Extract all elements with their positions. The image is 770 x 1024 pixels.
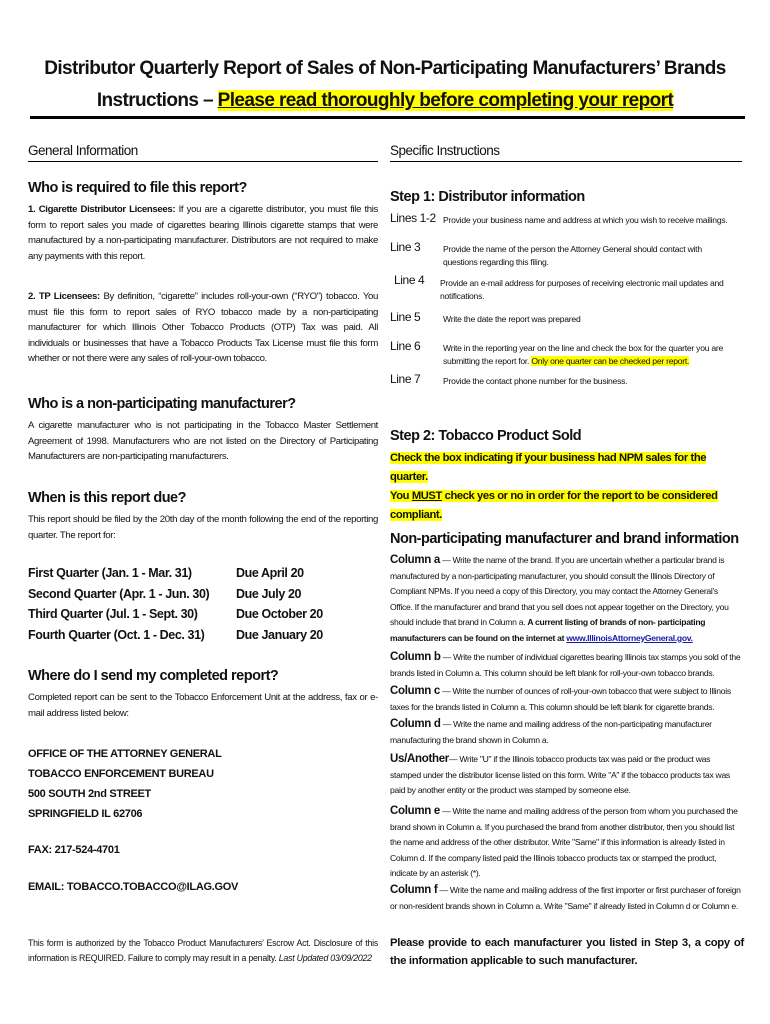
who-file-p2: [28, 289, 378, 367]
who-npm-text: A cigarette manufacturer who is not participating in the Tobacco Master Settlement Agreement of 1998. Manufacturers who are not listed on the Directory of Participating Manufacturers are non-participating manufacturers.: [28, 420, 378, 462]
us-another-text: — Write "U" if the Illinois tobacco products tax was paid or the product was stamped under the distributor license listed on this form. Write "A" if the tobacco products tax was paid by another entity or the product was stamped by someone else.: [390, 754, 730, 795]
document-subtitle: [0, 90, 770, 112]
column-d-label: Column d: [390, 718, 441, 730]
line-7-no: Line 7: [390, 372, 421, 386]
column-e-text: — Write the name and mailing address of the person from whom you purchased the brand shown in Column a. If you purchased the brand from another distributor, then you should list the name and address of the other distributor. Write "Same" if this information is already listed in Column d. If the company listed paid the Illinois tobacco products tax or stamped the product, indicate by an asterisk (*).: [390, 806, 738, 878]
quarter-3-due: Due October 20: [236, 607, 323, 621]
line-3-no: Line 3: [390, 240, 421, 254]
column-c-text: — Write the number of ounces of roll-your-own tobacco that were subject to Illinois taxes for the brands listed in Column a. This column should be left blank for cigarette brands.: [390, 686, 731, 712]
general-info-title: General Information: [28, 143, 138, 158]
who-npm-heading: Who is a non-participating manufacturer?: [28, 396, 296, 412]
column-a-instructions: [390, 553, 742, 646]
column-a-label: Column a: [390, 554, 440, 566]
quarter-2-due: Due July 20: [236, 587, 302, 601]
quarter-1-due: Due April 20: [236, 566, 304, 580]
when-due-text: This report should be filed by the 20th day of the month following the end of the reporting quarter. The report for:: [28, 514, 378, 541]
step2-line-1: Check the box indicating if your business had NPM sales for the quarter.: [390, 452, 707, 483]
line-3-text: Provide the name of the person the Attorney General should contact with questions regarding this filing.: [443, 244, 702, 267]
specific-instructions-rule: [390, 161, 742, 162]
line-7-text: Provide the contact phone number for the business.: [443, 376, 628, 386]
email-address: EMAIL: TOBACCO.TOBACCO@ILAG.GOV: [28, 881, 239, 893]
step2-line-2a: You: [390, 490, 412, 502]
line-5-no: Line 5: [390, 310, 421, 324]
p2-text: By definition, “cigarette” includes roll-your-own (“RYO”) tobacco. You must file this form to report sales of RYO tobacco made by a non-participating manufacturer for which Illinois Other Tobacco Products (OTP) Tax was paid. All individuals or businesses that have a Tobacco Products Tax License must file this form whether or not there were any sales of roll-your-own tobacco.: [28, 291, 378, 364]
column-f-label: Column f: [390, 884, 438, 896]
column-b-instructions: [390, 650, 742, 681]
address-line-1: OFFICE OF THE ATTORNEY GENERAL: [28, 748, 222, 760]
quarter-1-label: First Quarter (Jan. 1 - Mar. 31): [28, 566, 192, 580]
column-b-text: — Write the number of individual cigarettes bearing Illinois tax stamps you sold of the brands listed in Column a. This column should be left blank for roll-your-own tobacco brands.: [390, 652, 741, 678]
line-6-text: [443, 342, 738, 368]
column-e-instructions: [390, 804, 742, 882]
general-info-rule: [28, 161, 378, 162]
line-6-highlight: Only one quarter can be checked per report.: [531, 356, 690, 366]
where-send-heading: Where do I send my completed report?: [28, 668, 279, 684]
address-line-3: 500 SOUTH 2nd STREET: [28, 788, 151, 800]
who-file-p1: [28, 202, 378, 264]
quarter-4-due: Due January 20: [236, 628, 323, 642]
address-line-4: SPRINGFIELD IL 62706: [28, 808, 143, 820]
who-file-heading: Who is required to file this report?: [28, 180, 247, 196]
step2-line-2b: check yes or no in order for the report to be considered: [441, 490, 718, 502]
column-b-label: Column b: [390, 651, 441, 663]
line-1-2-no: Lines 1-2: [390, 211, 436, 225]
column-a-text: — Write the name of the brand. If you are uncertain whether a particular brand is manufactured by a non-participating manufacturer, you should consult the Illinois Directory of Compliant NPMs. If you need a copy of this Directory, you may contact the Attorney General’s Office. If the manufacturer and brand that you sell does not appear together on the Directory, you should include that brand in Column a.: [390, 555, 729, 627]
p1-label: 1. Cigarette Distributor Licensees:: [28, 204, 176, 215]
step2-must: MUST: [411, 490, 442, 502]
mailing-address: [28, 744, 222, 824]
column-a-bold: A current listing of brands of non- participating manufacturers can be found on the internet at: [390, 617, 706, 643]
step2-instruction: [390, 449, 742, 525]
when-due-heading: When is this report due?: [28, 490, 186, 506]
fax-number: FAX: 217-524-4701: [28, 844, 120, 856]
p1-text: If you are a cigarette distributor, you must file this form to report sales you made of cigarettes bearing Illinois cigarette stamps that were manufactured by a non-participating manufacturer. Distributors are not required to make any payments with this report.: [28, 204, 378, 262]
line-6-text-main: Write in the reporting year on the line and check the box for the quarter you are submitting the report for.: [443, 343, 724, 366]
column-d-instructions: [390, 717, 742, 748]
quarter-4-label: Fourth Quarter (Oct. 1 - Dec. 31): [28, 628, 205, 642]
attorney-general-link[interactable]: www.IllinoisAttorneyGeneral.gov.: [566, 632, 693, 643]
us-another-label: Us/Another: [390, 753, 449, 765]
line-4-no: Line 4: [394, 273, 425, 287]
footer-updated: Last Updated 03/09/2022: [278, 953, 372, 963]
specific-instructions-title: Specific Instructions: [390, 143, 500, 158]
column-d-text: — Write the name and mailing address of the non-participating manufacturer manufacturing the brand shown in Column a.: [390, 719, 712, 745]
document-title: Distributor Quarterly Report of Sales of Non-Participating Manufacturers’ Brands: [44, 58, 726, 79]
subtitle-highlight: Please read thoroughly before completing your report: [217, 90, 674, 111]
quarter-3-label: Third Quarter (Jul. 1 - Sept. 30): [28, 607, 198, 621]
subtitle-prefix: Instructions –: [96, 90, 218, 111]
line-4-text: Provide an e-mail address for purposes of receiving electronic mail updates and notifications.: [440, 278, 724, 301]
right-footer: Please provide to each manufacturer you listed in Step 3, a copy of the information applicable to such manufacturer.: [390, 937, 744, 967]
column-c-label: Column c: [390, 685, 440, 697]
column-f-text: — Write the name and mailing address of the first importer or first purchaser of foreign or non-resident brands shown in Column a. Write "Same" if already listed in Column d or Column e.: [390, 885, 741, 911]
column-e-label: Column e: [390, 805, 440, 817]
address-line-2: TOBACCO ENFORCEMENT BUREAU: [28, 768, 214, 780]
step2-heading: Step 2: Tobacco Product Sold: [390, 428, 582, 444]
line-5-text: Write the date the report was prepared: [443, 314, 581, 324]
where-send-text: Completed report can be sent to the Tobacco Enforcement Unit at the address, fax or e-mail address listed below:: [28, 692, 378, 719]
footer-authorization: This form is authorized by the Tobacco Product Manufacturers’ Escrow Act. Disclosure of this information is REQUIRED. Failure to comply may result in a penalty.: [28, 938, 378, 963]
quarter-2-label: Second Quarter (Apr. 1 - Jun. 30): [28, 587, 210, 601]
step2-line-3: compliant.: [390, 509, 442, 521]
column-f-instructions: [390, 883, 742, 914]
p2-label: 2. TP Licensees:: [28, 291, 100, 302]
us-another-instructions: [390, 752, 742, 799]
header-rule: [30, 116, 745, 119]
line-1-2-text: Provide your business name and address at which you wish to receive mailings.: [443, 215, 728, 225]
step1-heading: Step 1: Distributor information: [390, 189, 585, 205]
npm-heading: Non-participating manufacturer and brand information: [390, 531, 739, 547]
left-footer: [28, 936, 378, 966]
column-c-instructions: [390, 684, 742, 715]
line-6-no: Line 6: [390, 339, 421, 353]
